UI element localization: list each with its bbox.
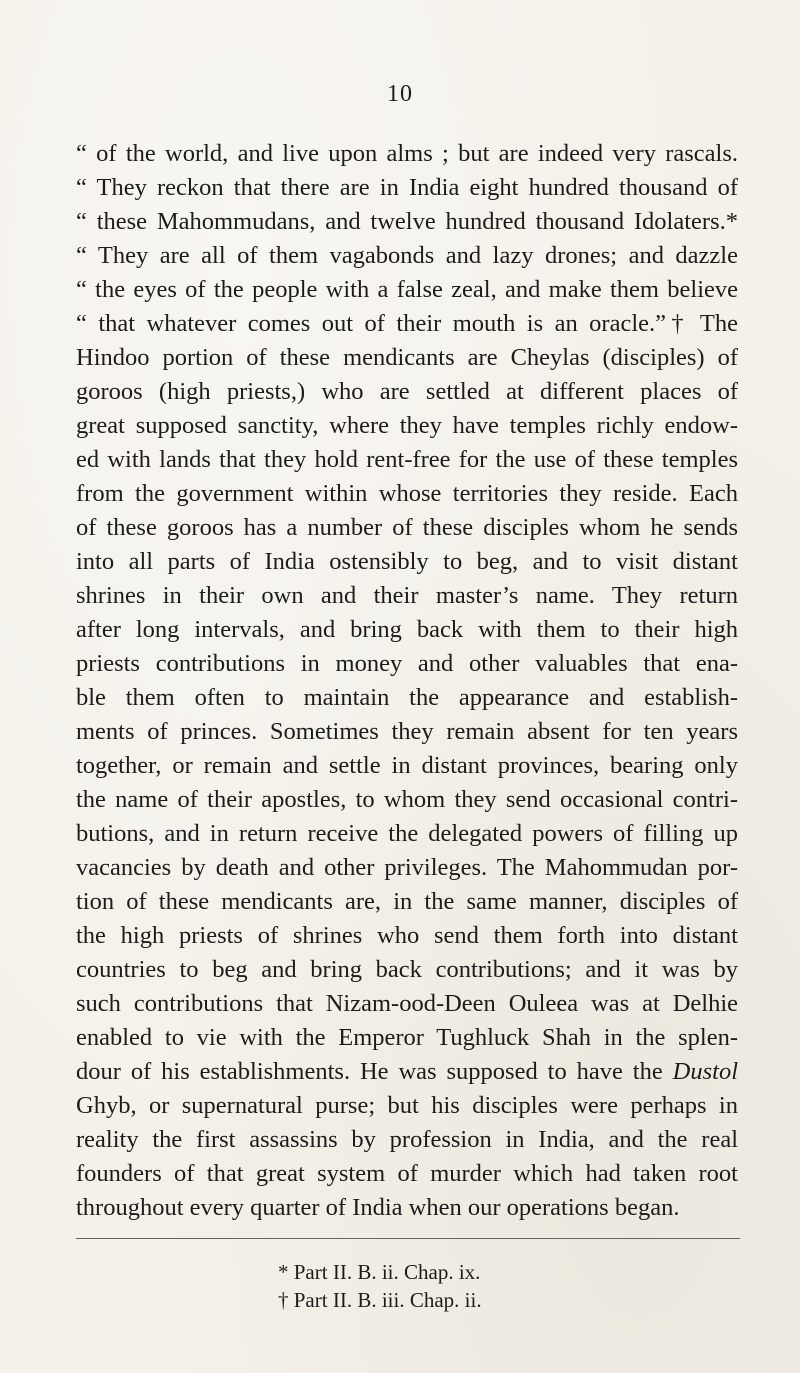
- text-line: together, or remain and settle in distant provinces, bearing only: [76, 752, 738, 779]
- text-line: “ these Mahommudans, and twelve hundred thousand Idolaters.*: [76, 208, 738, 235]
- text-line: the high priests of shrines who send them forth into distant: [76, 922, 738, 949]
- text-line-last: throughout every quarter of India when our operations began.: [76, 1194, 680, 1221]
- text-line-main: dour of his establishments. He was supposed to have the: [76, 1058, 673, 1085]
- text-line: Hindoo portion of these mendicants are Cheylas (disciples) of: [76, 344, 738, 371]
- text-line: ments of princes. Sometimes they remain absent for ten years: [76, 718, 738, 745]
- footnote-2: † Part II. B. iii. Chap. ii.: [278, 1288, 482, 1312]
- text-line: butions, and in return receive the delegated powers of filling up: [76, 820, 738, 847]
- text-line: the name of their apostles, to whom they send occasional contri-: [76, 786, 738, 813]
- text-line: shrines in their own and their master’s name. They return: [76, 582, 738, 609]
- text-line: of these goroos has a number of these disciples whom he sends: [76, 514, 738, 541]
- text-line: priests contributions in money and other valuables that ena-: [76, 650, 738, 677]
- text-line: “ They reckon that there are in India eight hundred thousand of: [76, 174, 738, 201]
- text-line: vacancies by death and other privileges. The Mahommudan por-: [76, 854, 738, 881]
- text-line: from the government within whose territories they reside. Each: [76, 480, 738, 507]
- text-line: after long intervals, and bring back with them to their high: [76, 616, 738, 643]
- text-line: founders of that great system of murder which had taken root: [76, 1160, 738, 1187]
- text-line: “ the eyes of the people with a false zeal, and make them believe: [76, 276, 738, 303]
- text-line: tion of these mendicants are, in the same manner, disciples of: [76, 888, 738, 915]
- italic-term-dustol: Dustol: [672, 1058, 738, 1085]
- text-line: enabled to vie with the Emperor Tughluck Shah in the splen-: [76, 1024, 738, 1051]
- text-line: “ of the world, and live upon alms ; but are indeed very rascals.: [76, 140, 738, 167]
- footnote-1: * Part II. B. ii. Chap. ix.: [278, 1260, 481, 1284]
- text-line: ed with lands that they hold rent-free for the use of these temples: [76, 446, 738, 473]
- page-number: 10: [387, 81, 413, 107]
- text-line: into all parts of India ostensibly to beg, and to visit distant: [76, 548, 738, 575]
- text-line: ble them often to maintain the appearance and establish-: [76, 684, 738, 711]
- text-line: such contributions that Nizam-ood-Deen Ouleea was at Delhie: [76, 990, 738, 1017]
- text-line: countries to beg and bring back contributions; and it was by: [76, 956, 738, 983]
- text-line: reality the first assassins by profession in India, and the real: [76, 1126, 738, 1153]
- text-line: Ghyb, or supernatural purse; but his disciples were perhaps in: [76, 1092, 738, 1119]
- text-line: “ They are all of them vagabonds and lazy drones; and dazzle: [76, 242, 738, 269]
- text-line: goroos (high priests,) who are settled at different places of: [76, 378, 738, 405]
- text-line: great supposed sanctity, where they have temples richly endow-: [76, 412, 738, 439]
- text-line: “ that whatever comes out of their mouth is an oracle.”† The: [76, 310, 738, 337]
